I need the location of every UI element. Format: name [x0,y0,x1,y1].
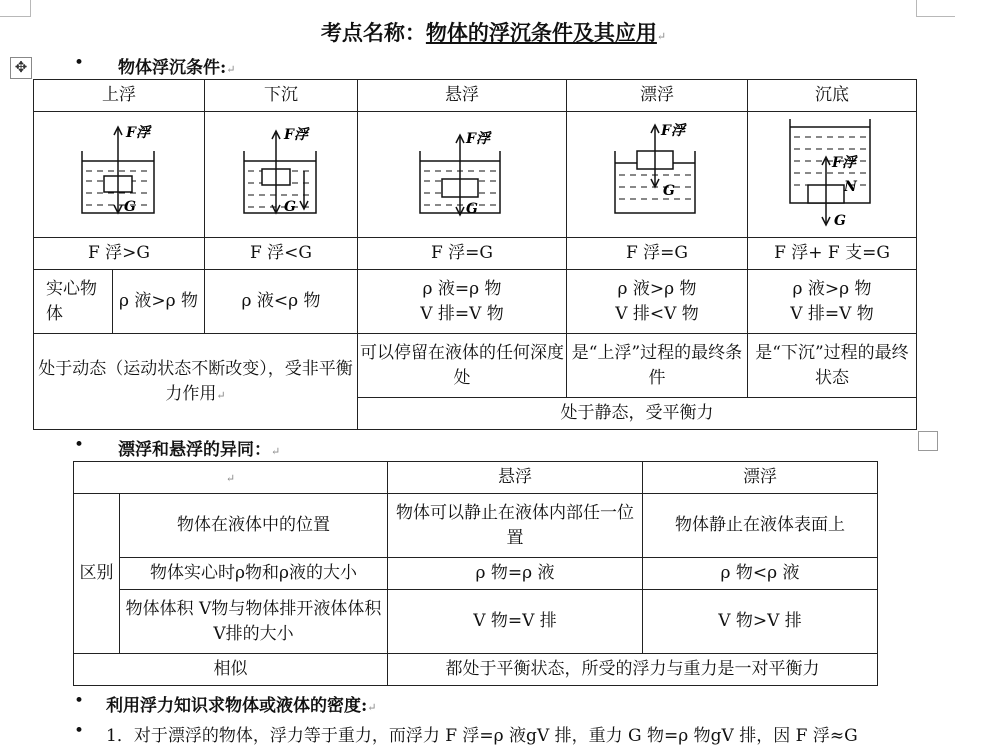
force-bottom: F 浮+ F 支=G [748,238,917,270]
sink-note: 是“下沉”过程的最终状态 [748,334,917,398]
similar-label: 相似 [74,654,388,686]
t2-row-float: 物体静止在液体表面上 [643,494,878,558]
bullet-icon: • [74,691,85,711]
svg-text:F浮: F浮 [661,122,685,139]
t2-row-label: 物体实心时ρ物和ρ液的大小 [120,558,388,590]
section2-heading: 漂浮和悬浮的异同：↵ [118,440,281,460]
table-resize-handle-icon[interactable] [918,431,938,451]
density-rise: ρ 液>ρ 物 [113,270,205,334]
bullet-icon: • [74,53,85,73]
force-rise: F 浮>G [34,238,205,270]
header-sink: 下沉 [205,80,358,112]
diff-label: 区别 [74,494,120,654]
figure-bottom [748,112,917,238]
svg-text:F浮: F浮 [832,154,856,171]
dynamic-state-cell: 处于动态（运动状态不断改变），受非平衡力作用↵ [34,334,358,430]
page-corner-top-left [0,0,31,17]
table-move-handle-icon[interactable]: ✥ [10,57,32,79]
t2-row-suspend: ρ 物=ρ 液 [388,558,643,590]
figure-suspend [358,112,567,238]
svg-text:G: G [663,182,675,199]
svg-text:F浮: F浮 [284,126,308,143]
t2-header-empty: ↵ [74,462,388,494]
force-sink: F 浮<G [205,238,358,270]
svg-text:G: G [466,200,478,217]
float-note: 是“上浮”过程的最终条件 [567,334,748,398]
static-state-cell: 处于静态，受平衡力 [358,398,917,430]
header-rise: 上浮 [34,80,205,112]
density-volume-float: ρ 液>ρ 物 V 排<V 物 [567,270,748,334]
bullet-icon: • [74,435,85,455]
figure-float [567,112,748,238]
t2-row-float: V 物>V 排 [643,590,878,654]
header-suspend: 悬浮 [358,80,567,112]
title-topic: 物体的浮沉条件及其应用 [425,20,657,45]
t2-row-label: 物体在液体中的位置 [120,494,388,558]
density-method-line: 1．对于漂浮的物体，浮力等于重力，而浮力 F 浮=ρ 液gV 排，重力 G 物=ρ 物gV 排，因 F 浮≈G [106,726,858,746]
t2-header-suspend: 悬浮 [388,462,643,494]
t2-row-suspend: 物体可以静止在液体内部任一位置 [388,494,643,558]
bullet-icon: • [74,721,85,741]
section3-heading: 利用浮力知识求物体或液体的密度:↵ [106,696,377,716]
force-float: F 浮=G [567,238,748,270]
svg-text:F浮: F浮 [126,124,150,141]
header-bottom: 沉底 [748,80,917,112]
section1-heading: 物体浮沉条件:↵ [118,58,236,78]
density-volume-bottom: ρ 液>ρ 物 V 排=V 物 [748,270,917,334]
t2-header-float: 漂浮 [643,462,878,494]
title-prefix: 考点名称： [320,20,426,45]
density-volume-suspend: ρ 液=ρ 物 V 排=V 物 [358,270,567,334]
force-suspend: F 浮=G [358,238,567,270]
svg-text:G: G [284,198,296,215]
svg-text:F浮: F浮 [466,130,490,147]
t2-row-label: 物体体积 V物与物体排开液体体积 V排的大小 [120,590,388,654]
t2-row-float: ρ 物<ρ 液 [643,558,878,590]
float-vs-suspend-table [73,461,878,686]
page-title: 考点名称：物体的浮沉条件及其应用↵ [320,20,667,45]
solid-label: 实心物体 [34,270,113,334]
similar-text: 都处于平衡状态，所受的浮力与重力是一对平衡力 [388,654,878,686]
page-corner-top-right [916,0,955,17]
svg-text:G: G [834,212,846,229]
svg-text:N: N [844,178,857,195]
density-sink: ρ 液<ρ 物 [205,270,358,334]
buoyancy-conditions-table [33,79,917,430]
figure-rise [34,112,205,238]
t2-row-suspend: V 物=V 排 [388,590,643,654]
header-float: 漂浮 [567,80,748,112]
suspend-note: 可以停留在液体的任何深度处 [358,334,567,398]
figure-sink [205,112,358,238]
svg-text:G: G [124,198,136,215]
